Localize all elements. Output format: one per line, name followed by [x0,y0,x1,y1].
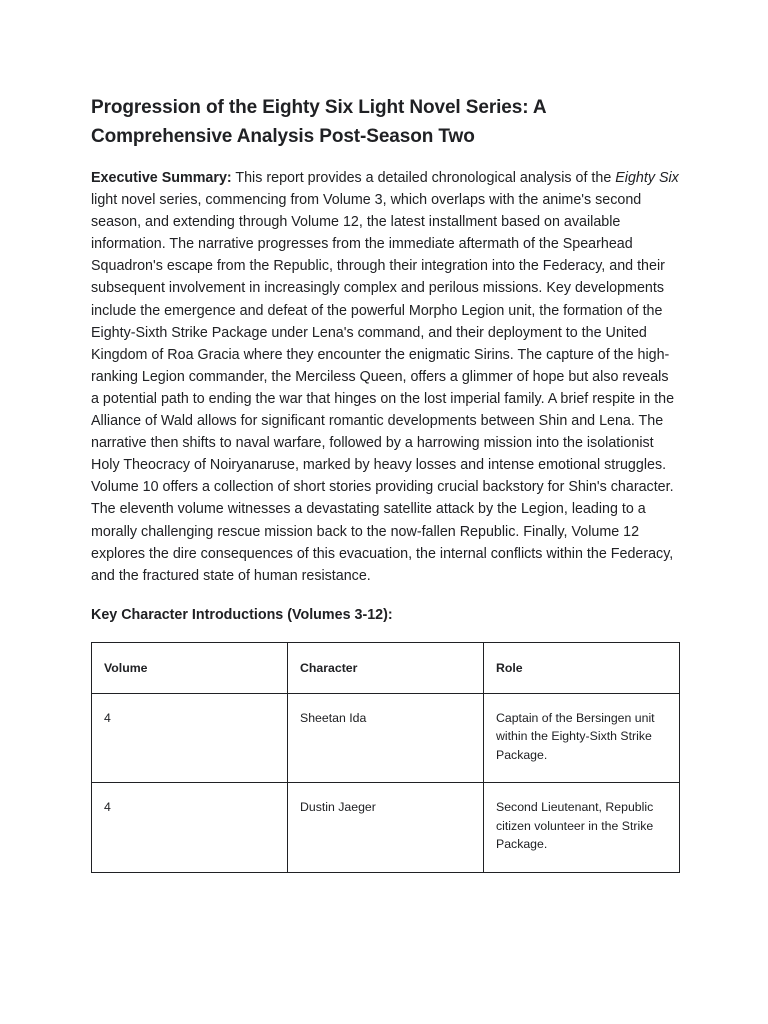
executive-summary-intro: This report provides a detailed chronological analysis of the [231,170,616,186]
table-header-row [92,642,680,693]
series-name: Eighty Six [615,170,679,186]
cell-role: Second Lieutenant, Republic citizen volunteer in the Strike Package. [484,783,680,873]
executive-summary-body: light novel series, commencing from Volume 3, which overlaps with the anime's second season, and extending through Volume 12, the latest installment based on available information. The narrative progresses from the immediate aftermath of the Spearhead Squadron's escape from the Republic, through their integration into the Federacy, and their subsequent involvement in increasingly complex and perilous missions. Key developments include the emergence and defeat of the powerful Morpho Legion unit, the formation of the Eighty-Sixth Strike Package under Lena's command, and their deployment to the United Kingdom of Roa Gracia where they encounter the enigmatic Sirins. The capture of the high-ranking Legion commander, the Merciless Queen, offers a glimmer of hope but also reveals a potential path to ending the war that hinges on the lost imperial family. A brief respite in the Alliance of Wald allows for significant romantic developments between Shin and Lena. The narrative then shifts to naval warfare, followed by a harrowing mission into the isolationist Holy Theocracy of Noiryanaruse, marked by heavy losses and intense emotional struggles. Volume 10 offers a collection of short stories providing crucial backstory for Shin's character. The eleventh volume witnesses a devastating satellite attack by the Legion, leading to a morally challenging rescue mission back to the now-fallen Republic. Finally, Volume 12 explores the dire consequences of this evacuation, the internal conflicts within the Federacy, and the fractured state of human resistance. [91,192,675,584]
cell-character: Sheetan Ida [288,693,484,783]
character-table [91,642,680,873]
executive-summary [91,167,679,587]
cell-volume: 4 [92,783,288,873]
document-page [91,93,679,873]
cell-role: Captain of the Bersingen unit within the Eighty-Sixth Strike Package. [484,693,680,783]
column-header-role: Role [484,642,680,693]
table-row [92,693,680,783]
table-row [92,783,680,873]
cell-character: Dustin Jaeger [288,783,484,873]
column-header-volume: Volume [92,642,288,693]
column-header-character: Character [288,642,484,693]
executive-summary-label: Executive Summary: [91,170,232,186]
document-title: Progression of the Eighty Six Light Novel Series: A Comprehensive Analysis Post-Season Two [91,97,546,147]
characters-heading: Key Character Introductions (Volumes 3-12): [91,606,393,623]
cell-volume: 4 [92,693,288,783]
